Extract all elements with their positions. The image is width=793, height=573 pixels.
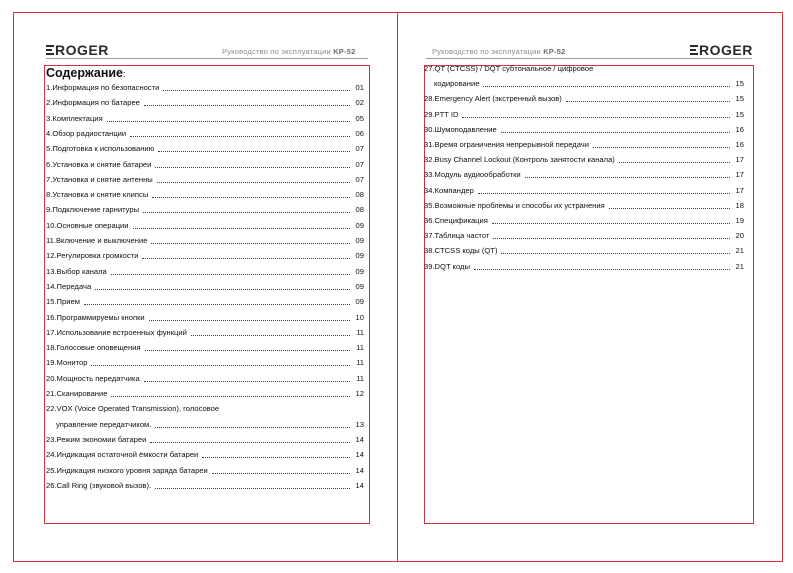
- toc-entry-title: 38.CTCSS коды (QT): [424, 246, 498, 256]
- toc-entry-title: управление передатчиком.: [56, 419, 152, 429]
- toc-entry[interactable]: [46, 433, 364, 447]
- toc-entry-title: 33.Модуль аудиообработки: [424, 170, 521, 180]
- roger-logo-right: [690, 42, 753, 58]
- toc-entry[interactable]: [46, 112, 364, 126]
- toc-entry-title: 18.Голосовые оповещения: [46, 343, 141, 353]
- brand-name: ROGER: [55, 42, 109, 58]
- toc-entry[interactable]: [46, 448, 364, 462]
- toc-entry-page: 07: [355, 159, 364, 169]
- toc-entry-title: 29.PTT ID: [424, 109, 459, 119]
- toc-entry[interactable]: [424, 138, 744, 152]
- toc-entry-page: 19: [735, 216, 744, 225]
- toc-entry-page: 09: [355, 281, 364, 291]
- toc-entry-page: 09: [355, 297, 364, 307]
- toc-entry-page: 17: [735, 185, 744, 195]
- model-label: KP-52: [543, 47, 566, 56]
- toc-dot-leader: [150, 442, 350, 443]
- toc-entry[interactable]: [46, 326, 364, 340]
- manual-label: Руководство по эксплуатации: [432, 47, 541, 56]
- toc-entry[interactable]: [46, 356, 364, 370]
- toc-dot-leader: [483, 86, 730, 87]
- toc-dot-leader: [593, 147, 730, 148]
- toc-dot-leader: [478, 193, 730, 194]
- toc-entry-title: 16.Программируемы кнопки: [46, 312, 145, 322]
- toc-entry-title: 7.Установка и снятие антенны: [46, 174, 153, 184]
- toc-entry[interactable]: [424, 153, 744, 167]
- toc-entry[interactable]: [424, 260, 744, 274]
- toc-dot-leader: [155, 488, 350, 489]
- toc-entry[interactable]: [424, 244, 744, 258]
- toc-entry[interactable]: [424, 168, 744, 182]
- toc-entry-page: 15: [735, 94, 744, 104]
- toc-entry[interactable]: [46, 464, 364, 478]
- toc-dot-leader: [144, 381, 350, 382]
- toc-dot-leader: [525, 177, 730, 178]
- toc-entry-title: 2.Информация по батарее: [46, 98, 140, 108]
- toc-entry[interactable]: [46, 265, 364, 279]
- toc-dot-leader: [474, 269, 730, 270]
- toc-entry[interactable]: [46, 280, 364, 294]
- toc-dot-leader: [107, 121, 350, 122]
- toc-entry[interactable]: [46, 341, 364, 355]
- toc-entry-title: 31.Время ограничения непрерывной передачи: [424, 140, 589, 149]
- toc-entry-title: кодирование: [434, 79, 480, 89]
- toc-entry-page: 02: [355, 98, 364, 108]
- header-rule-right: [426, 58, 752, 59]
- toc-entry[interactable]: [424, 214, 744, 228]
- toc-entry[interactable]: [424, 92, 744, 106]
- toc-entry-page: 06: [355, 128, 364, 138]
- toc-entry-title: 23.Режим экономии батареи: [46, 434, 147, 444]
- toc-entry-title: 34.Компандер: [424, 185, 474, 195]
- toc-entry[interactable]: [46, 249, 364, 263]
- toc-entry-title: 13.Выбор канала: [46, 266, 107, 276]
- toc-entry[interactable]: [46, 81, 364, 95]
- toc-entry[interactable]: [46, 418, 364, 432]
- toc-entry-title: 9.Подключение гарнитуры: [46, 205, 140, 215]
- toc-entry-page: 12: [355, 389, 364, 398]
- toc-entry-title: 5.Подготовка к использованию: [46, 144, 155, 154]
- toc-entry[interactable]: [424, 77, 744, 91]
- toc-entry-title: 12.Регулировка громкости: [46, 251, 139, 261]
- toc-entry-title: 19.Монитор: [46, 358, 88, 368]
- toc-entry[interactable]: [424, 184, 744, 198]
- toc-entry[interactable]: [46, 387, 364, 401]
- toc-entry-title: 27.QT (CTCSS) / DQT субтональное / цифровое: [424, 64, 594, 73]
- toc-entry-title: 6.Установка и снятие батареи: [46, 159, 152, 169]
- toc-dot-leader: [152, 197, 350, 198]
- toc-entry-page: 07: [355, 144, 364, 154]
- toc-entry-title: 8.Установка и снятие клипсы: [46, 190, 149, 200]
- toc-dot-leader: [212, 473, 350, 474]
- toc-dot-leader: [133, 228, 350, 229]
- toc-dot-leader: [151, 243, 350, 244]
- toc-entry-title: 15.Прием: [46, 297, 80, 307]
- toc-dot-leader: [202, 457, 350, 458]
- toc-entry-title: 22.VOX (Voice Operated Transmission), голосовое: [46, 404, 220, 414]
- toc-entry-page: 13: [355, 419, 364, 429]
- toc-dot-leader: [95, 289, 350, 290]
- toc-entry[interactable]: [46, 142, 364, 156]
- toc-entry-title: 10.Основные операции: [46, 220, 129, 230]
- toc-entry-page: 16: [735, 140, 744, 149]
- toc-entry[interactable]: [424, 199, 744, 213]
- toc-entry-page: 11: [356, 373, 364, 383]
- toc-entry[interactable]: [46, 234, 364, 248]
- toc-dot-leader: [157, 182, 350, 183]
- toc-title: [46, 66, 126, 80]
- toc-entry-title: 24.Индикация остаточной ёмкости батареи: [46, 450, 199, 460]
- toc-entry-title: 37.Таблица частот: [424, 231, 490, 241]
- toc-entry-page: 09: [355, 251, 364, 261]
- toc-entry-page: 01: [355, 83, 364, 92]
- toc-title-text: Содержание: [46, 66, 124, 80]
- roger-logo-mark-icon: [690, 45, 698, 55]
- toc-dot-leader: [462, 117, 730, 118]
- toc-entry-page: 09: [355, 236, 364, 245]
- toc-entry[interactable]: [46, 173, 364, 187]
- toc-entry-page: 17: [735, 170, 744, 180]
- toc-entry[interactable]: [424, 123, 744, 137]
- toc-entry-page: 11: [356, 358, 364, 368]
- toc-entry-page: 10: [355, 312, 364, 322]
- toc-entry-title: 32.Busy Channel Lockout (Контроль занятости канала): [424, 155, 615, 165]
- toc-entry-page: 21: [735, 261, 744, 271]
- toc-entry[interactable]: [46, 219, 364, 233]
- toc-dot-leader: [155, 427, 350, 428]
- toc-entry-title: 21.Сканирование: [46, 389, 108, 398]
- toc-entry-page: 11: [356, 327, 364, 337]
- toc-dot-leader: [142, 258, 350, 259]
- manual-label: Руководство по эксплуатации: [222, 47, 331, 56]
- toc-entry-page: 09: [355, 220, 364, 230]
- toc-entry-title: 25.Индикация низкого уровня заряда батареи: [46, 465, 208, 475]
- toc-dot-leader: [155, 167, 350, 168]
- toc-entry-title: 14.Передача: [46, 281, 92, 291]
- toc-dot-leader: [501, 253, 730, 254]
- toc-dot-leader: [493, 238, 730, 239]
- toc-entry-page: 14: [355, 480, 364, 490]
- toc-entry-page: 16: [735, 124, 744, 134]
- toc-dot-leader: [158, 151, 350, 152]
- toc-dot-leader: [130, 136, 350, 137]
- toc-dot-leader: [149, 320, 350, 321]
- toc-entry-title: 30.Шумоподавление: [424, 124, 497, 134]
- toc-entry-title: 17.Использование встроенных функций: [46, 327, 187, 337]
- toc-dot-leader: [619, 162, 730, 163]
- toc-entry-page: 18: [735, 200, 744, 210]
- toc-entry-page: 09: [355, 266, 364, 276]
- toc-entry[interactable]: [46, 158, 364, 172]
- toc-entry-title: 3.Комплектация: [46, 113, 103, 123]
- toc-dot-leader: [609, 208, 730, 209]
- toc-entry-page: 17: [735, 155, 744, 165]
- toc-entry[interactable]: [46, 479, 364, 493]
- toc-entry[interactable]: [46, 372, 364, 386]
- toc-entry-page: 20: [735, 231, 744, 241]
- toc-dot-leader: [163, 90, 350, 91]
- toc-entry-page: 14: [355, 434, 364, 444]
- roger-logo-mark-icon: [46, 45, 54, 55]
- toc-dot-leader: [143, 212, 350, 213]
- toc-entry-page: 15: [735, 79, 744, 89]
- header-rule-left: [46, 58, 368, 59]
- toc-dot-leader: [145, 350, 350, 351]
- toc-entry[interactable]: [46, 203, 364, 217]
- toc-dot-leader: [91, 365, 350, 366]
- toc-entry[interactable]: [46, 96, 364, 110]
- toc-entry-title: 26.Call Ring (звуковой вызов).: [46, 480, 152, 490]
- toc-entry[interactable]: [46, 188, 364, 202]
- manual-header-right: [432, 47, 565, 56]
- toc-entry[interactable]: [424, 108, 744, 122]
- toc-entry-page: 11: [356, 343, 364, 353]
- toc-entry[interactable]: [46, 402, 364, 416]
- toc-entry-page: 14: [355, 465, 364, 475]
- toc-dot-leader: [84, 304, 350, 305]
- toc-entry[interactable]: [46, 127, 364, 141]
- toc-entry-page: 21: [735, 246, 744, 256]
- toc-dot-leader: [191, 335, 350, 336]
- toc-dot-leader: [492, 223, 730, 224]
- toc-entry[interactable]: [424, 229, 744, 243]
- toc-entry-title: 11.Включение и выключение: [46, 236, 148, 245]
- roger-logo-left: [46, 42, 109, 58]
- toc-entry-page: 08: [355, 190, 364, 200]
- toc-dot-leader: [111, 396, 350, 397]
- model-label: KP-52: [333, 47, 356, 56]
- toc-dot-leader: [566, 101, 730, 102]
- toc-title-colon: :: [123, 69, 126, 79]
- brand-name: ROGER: [699, 42, 753, 58]
- toc-entry-title: 28.Emergency Alert (экстренный вызов): [424, 94, 562, 104]
- toc-entry-page: 08: [355, 205, 364, 215]
- toc-entry-title: 4.Обзор радиостанции: [46, 128, 127, 138]
- toc-entry-title: 20.Мощность передатчика: [46, 373, 140, 383]
- toc-entry-page: 05: [355, 113, 364, 123]
- toc-entry-title: 1.Информация по безопасности: [46, 83, 160, 92]
- toc-entry[interactable]: [46, 295, 364, 309]
- manual-header-left: [222, 47, 355, 56]
- toc-entry-title: 36.Спецификация: [424, 216, 488, 225]
- toc-entry[interactable]: [46, 311, 364, 325]
- toc-dot-leader: [111, 274, 350, 275]
- toc-entry-page: 07: [355, 174, 364, 184]
- toc-entry-title: 35.Возможные проблемы и способы их устранения: [424, 200, 605, 210]
- toc-entry-page: 14: [355, 450, 364, 460]
- toc-dot-leader: [501, 132, 730, 133]
- toc-dot-leader: [144, 105, 350, 106]
- toc-entry-title: 39.DQT коды: [424, 261, 470, 271]
- toc-entry[interactable]: [424, 62, 744, 76]
- toc-entry-page: 15: [735, 109, 744, 119]
